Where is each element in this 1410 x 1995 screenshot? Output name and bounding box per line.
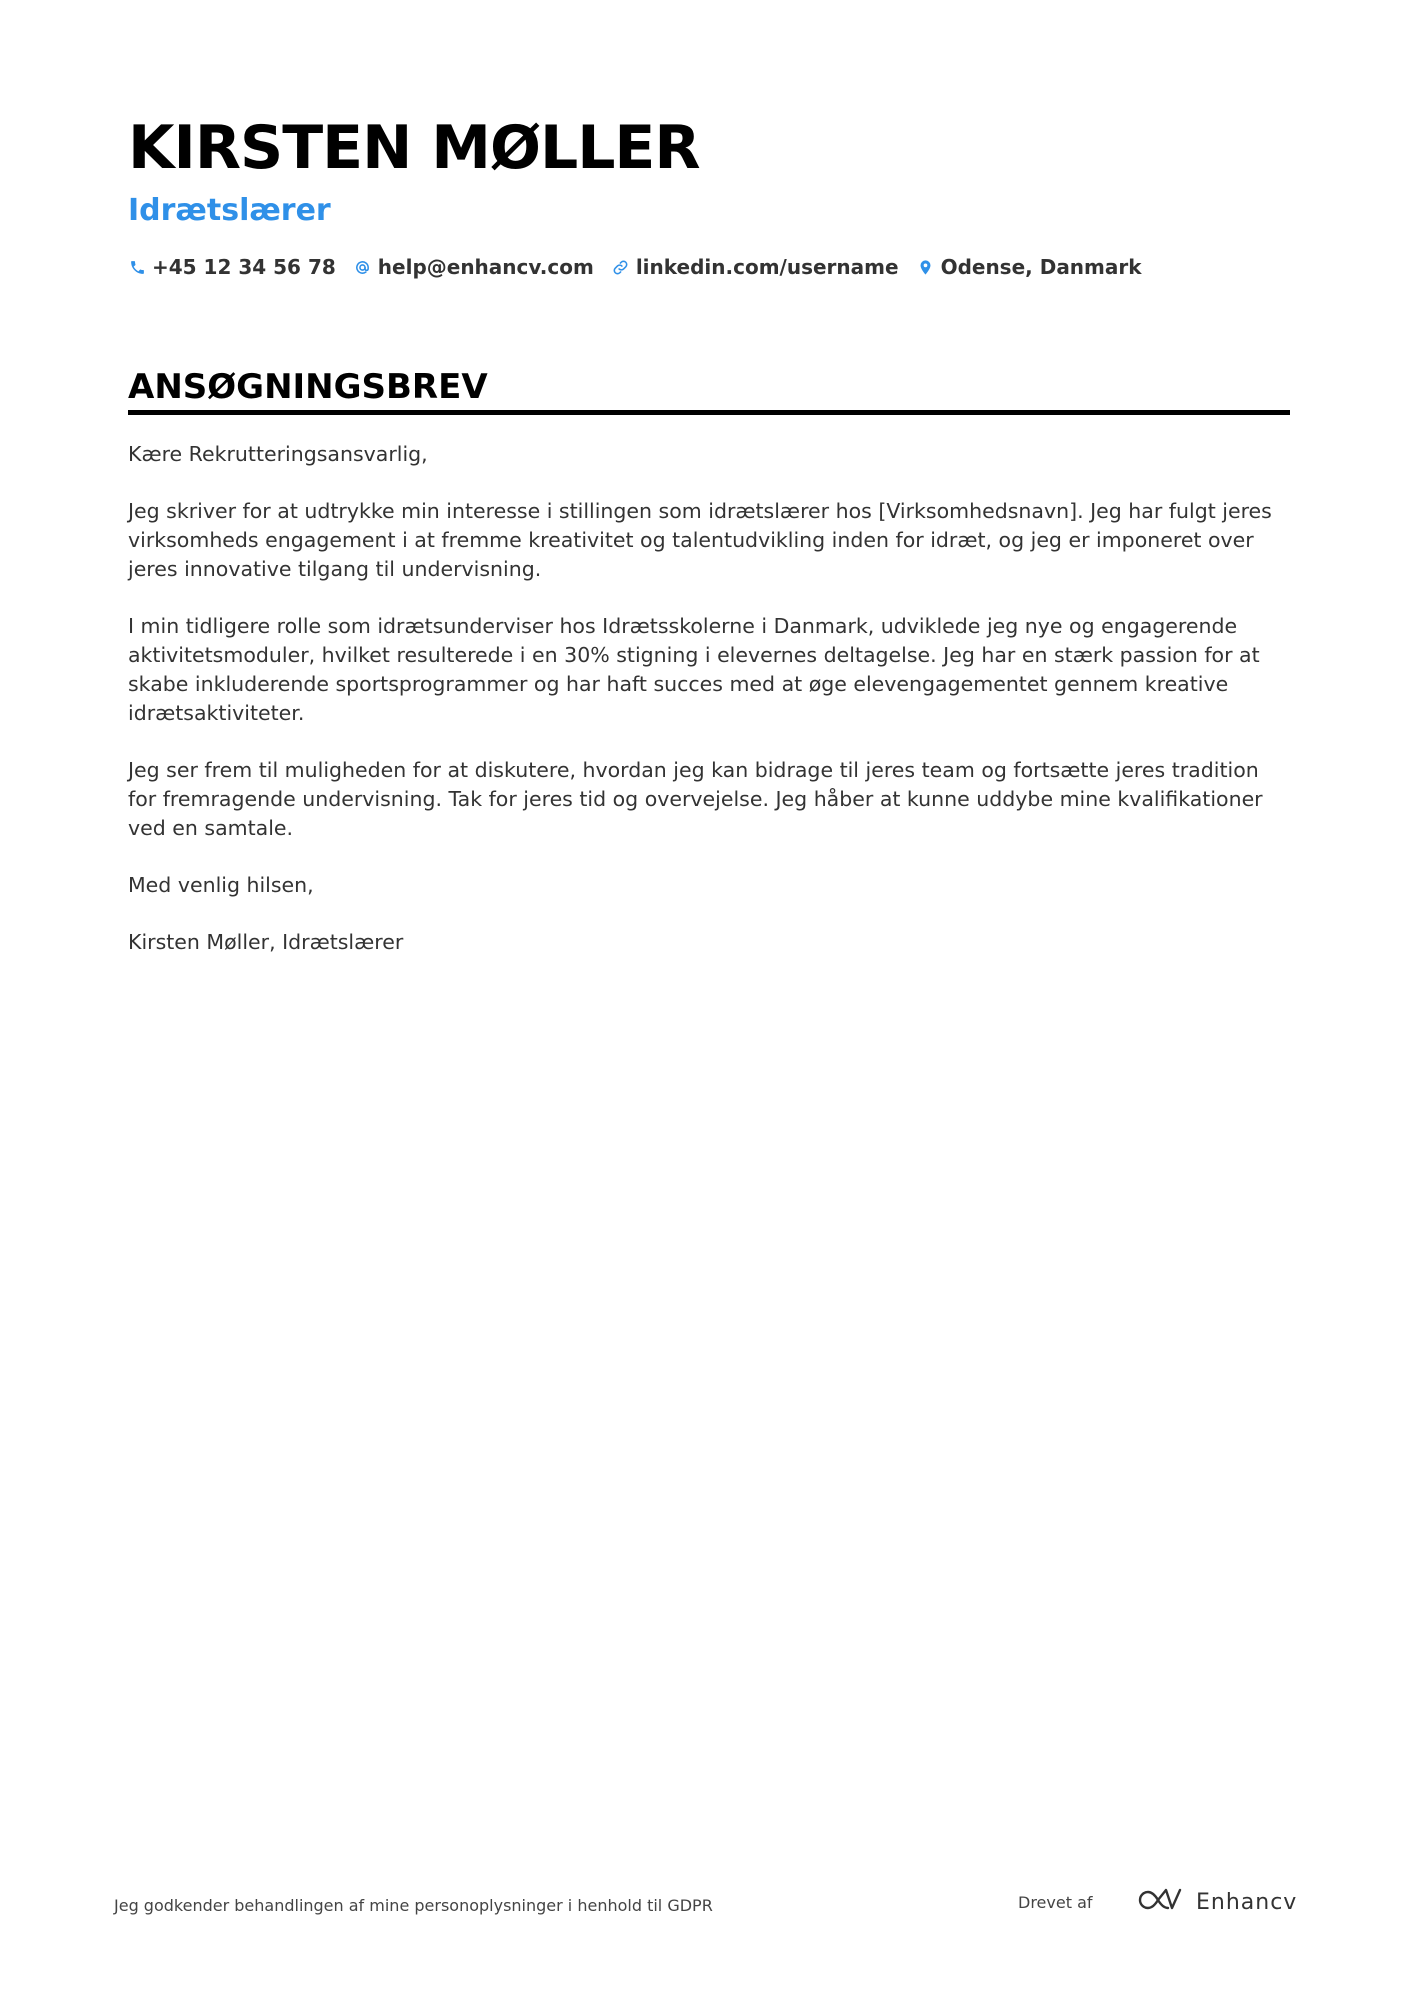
contact-phone [128, 255, 336, 279]
contact-email [354, 255, 594, 279]
letter-paragraph: I min tidligere rolle som idrætsunderviser hos Idrætsskolerne i Danmark, udviklede jeg nye og engagerende aktivitetsmoduler, hvilket resulterede i en 30% stigning i elevernes deltagelse. Jeg har en stærk passion for at skabe inkluderende sportsprogrammer og har haft succes med at øge elevengagementet gennem kreative idrætsaktiviteter. [128, 614, 1260, 725]
letter-paragraph: Jeg ser frem til muligheden for at diskutere, hvordan jeg kan bidrage til jeres team og fortsætte jeres tradition for fremragende undervisning. Tak for jeres tid og overvejelse. Jeg håber at kunne uddybe mine kvalifikationer ved en samtale. [128, 758, 1263, 840]
location-text: Odense, Danmark [940, 255, 1142, 279]
letter-paragraph: Jeg skriver for at udtrykke min interesse i stillingen som idrætslærer hos [Virksomhedsnavn]. Jeg har fulgt jeres virksomheds engagement i at fremme kreativitet og talentudvikling inden for idræt, og jeg er imponeret over jeres innovative tilgang til undervisning. [128, 499, 1272, 581]
link-icon [612, 258, 630, 276]
powered-by-text: Drevet af [1018, 1893, 1093, 1912]
phone-icon [128, 258, 146, 276]
enhancv-logo-text: Enhancv [1196, 1890, 1298, 1915]
linkedin-text: linkedin.com/username [635, 255, 899, 279]
gdpr-consent-text: Jeg godkender behandlingen af mine personoplysninger i henhold til GDPR [114, 1896, 713, 1915]
enhancv-logo[interactable] [1138, 1886, 1297, 1919]
contact-location [917, 255, 1142, 279]
enhancv-logo-icon [1138, 1886, 1186, 1919]
phone-text: +45 12 34 56 78 [152, 255, 336, 279]
location-pin-icon [917, 258, 935, 276]
at-icon [354, 258, 372, 276]
letter-signature: Kirsten Møller, Idrætslærer [128, 930, 404, 954]
contact-linkedin [612, 255, 899, 279]
candidate-name: KIRSTEN MØLLER [128, 113, 700, 183]
email-text: help@enhancv.com [377, 255, 594, 279]
letter-body [128, 440, 1290, 985]
job-title: Idrætslærer [128, 193, 331, 228]
section-title: ANSØGNINGSBREV [128, 367, 488, 407]
letter-greeting: Kære Rekrutteringsansvarlig, [128, 442, 428, 466]
section-divider [128, 410, 1290, 415]
letter-closing: Med venlig hilsen, [128, 873, 314, 897]
contact-bar [128, 252, 1142, 282]
